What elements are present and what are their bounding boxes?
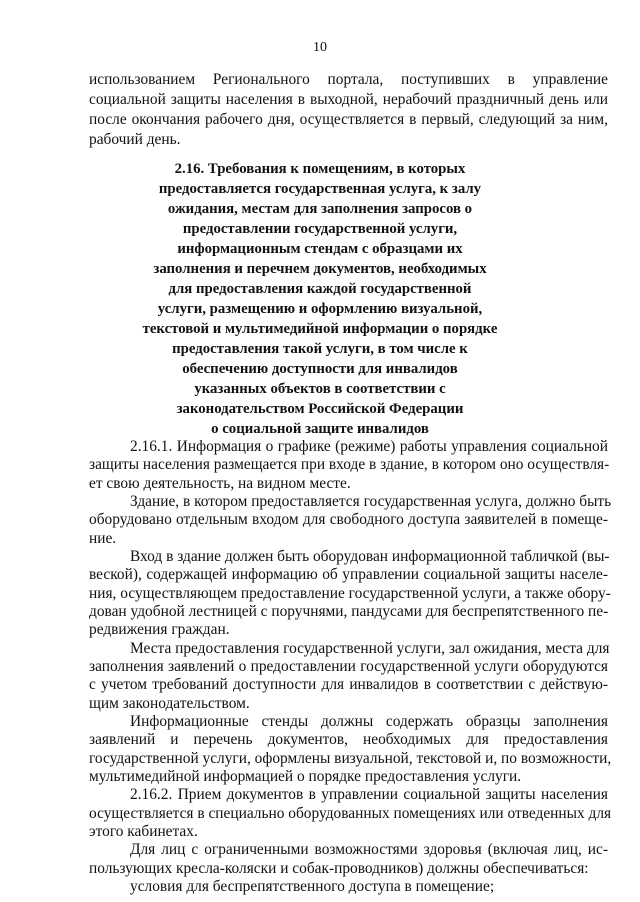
body-line: Здание, в котором предоставляется государственная услуга, должно быть — [130, 493, 612, 510]
body-line: Вход в здание должен быть оборудован информационной табличкой (вы- — [130, 548, 610, 565]
section-heading-line: 2.16. Требования к помещениям, в которых — [174, 161, 466, 177]
body-line: условия для беспрепятственного доступа в помещение; — [130, 878, 495, 895]
section-heading-line: предоставлении государственной услуги, — [182, 221, 458, 237]
body-line: ние. — [89, 529, 117, 547]
section-heading-line: предоставляется государственная услуга, к залу — [158, 181, 482, 197]
section-heading-line: ожидания, местам для заполнения запросов о — [167, 201, 473, 217]
section-heading-line: о социальной защите инвалидов — [211, 421, 429, 437]
body-line: дован удобной лестницей с поручнями, пандусами для беспрепятственного пе- — [89, 603, 609, 620]
body-line: пользующих кресла-коляски и собак-проводников) должны обеспечиваться: — [89, 859, 589, 877]
body-line: Места предоставления государственной услуги, зал ожидания, места для — [130, 639, 610, 657]
section-heading-line: текстовой и мультимедийной информации о порядке — [142, 321, 498, 337]
intro-line: рабочий день. — [89, 131, 181, 148]
body-line: заявлений и перечень документов, необходимых для предоставления — [89, 731, 608, 749]
intro-line: социальной защиты населения в выходной, нерабочий праздничный день или — [89, 91, 608, 108]
body-line: этого кабинетах. — [89, 823, 198, 840]
body-line: ния, осуществляющем предоставление государственной услуги, а также обору- — [89, 584, 611, 602]
section-heading-line: законодательством Российской Федерации — [176, 401, 464, 417]
body-line: ет свою деятельность, на видном месте. — [89, 474, 351, 492]
body-line: веской), содержащей информацию об управлении социальной защиты населе- — [89, 566, 608, 584]
body-line: защиты населения размещается при входе в здание, в котором оно осуществля- — [89, 456, 610, 474]
section-heading-line: указанных объектов в соответствии с — [194, 381, 446, 397]
section-heading-line: для предоставления каждой государственной — [168, 281, 472, 297]
body-line: 2.16.2. Прием документов в управлении социальной защиты населения — [130, 786, 608, 804]
section-heading-line: заполнения и перечнем документов, необходимых — [153, 261, 487, 277]
page-number: 10 — [313, 40, 327, 55]
body-line: заполнения заявлений о предоставлении государственной услуги оборудуются — [89, 658, 608, 675]
section-heading-line: информационным стендам с образцами их — [177, 241, 463, 257]
body-line: щим законодательством. — [89, 694, 250, 712]
body-line: с учетом требований доступности для инвалидов в соответствии с действую- — [89, 676, 608, 694]
body-line: Для лиц с ограниченными возможностями здоровья (включая лиц, ис- — [130, 841, 608, 859]
intro-line: использованием Регионального портала, поступивших в управление — [89, 71, 608, 88]
section-heading-line: услуги, размещению и оформлению визуальной, — [157, 301, 483, 317]
intro-line: после окончания рабочего дня, осуществляется в первый, следующий за ним, — [89, 111, 608, 128]
body-line: Информационные стенды должны содержать образцы заполнения — [130, 713, 608, 730]
body-line: редвижения граждан. — [89, 621, 230, 639]
body-line: мультимедийной информацией о порядке предоставления услуги. — [89, 768, 522, 785]
section-heading-line: обеспечению доступности для инвалидов — [182, 361, 458, 377]
body-line: оборудовано отдельным входом для свободного доступа заявителей в помеще- — [89, 511, 608, 529]
body-line: 2.16.1. Информация о графике (режиме) работы управления социальной — [130, 438, 608, 455]
section-heading-line: предоставления такой услуги, в том числе к — [172, 341, 468, 357]
body-line: государственной услуги, оформлены визуальной, текстовой и, по возможности, — [89, 749, 612, 767]
body-line: осуществляется в специально оборудованных помещениях или отведенных для — [89, 804, 612, 822]
